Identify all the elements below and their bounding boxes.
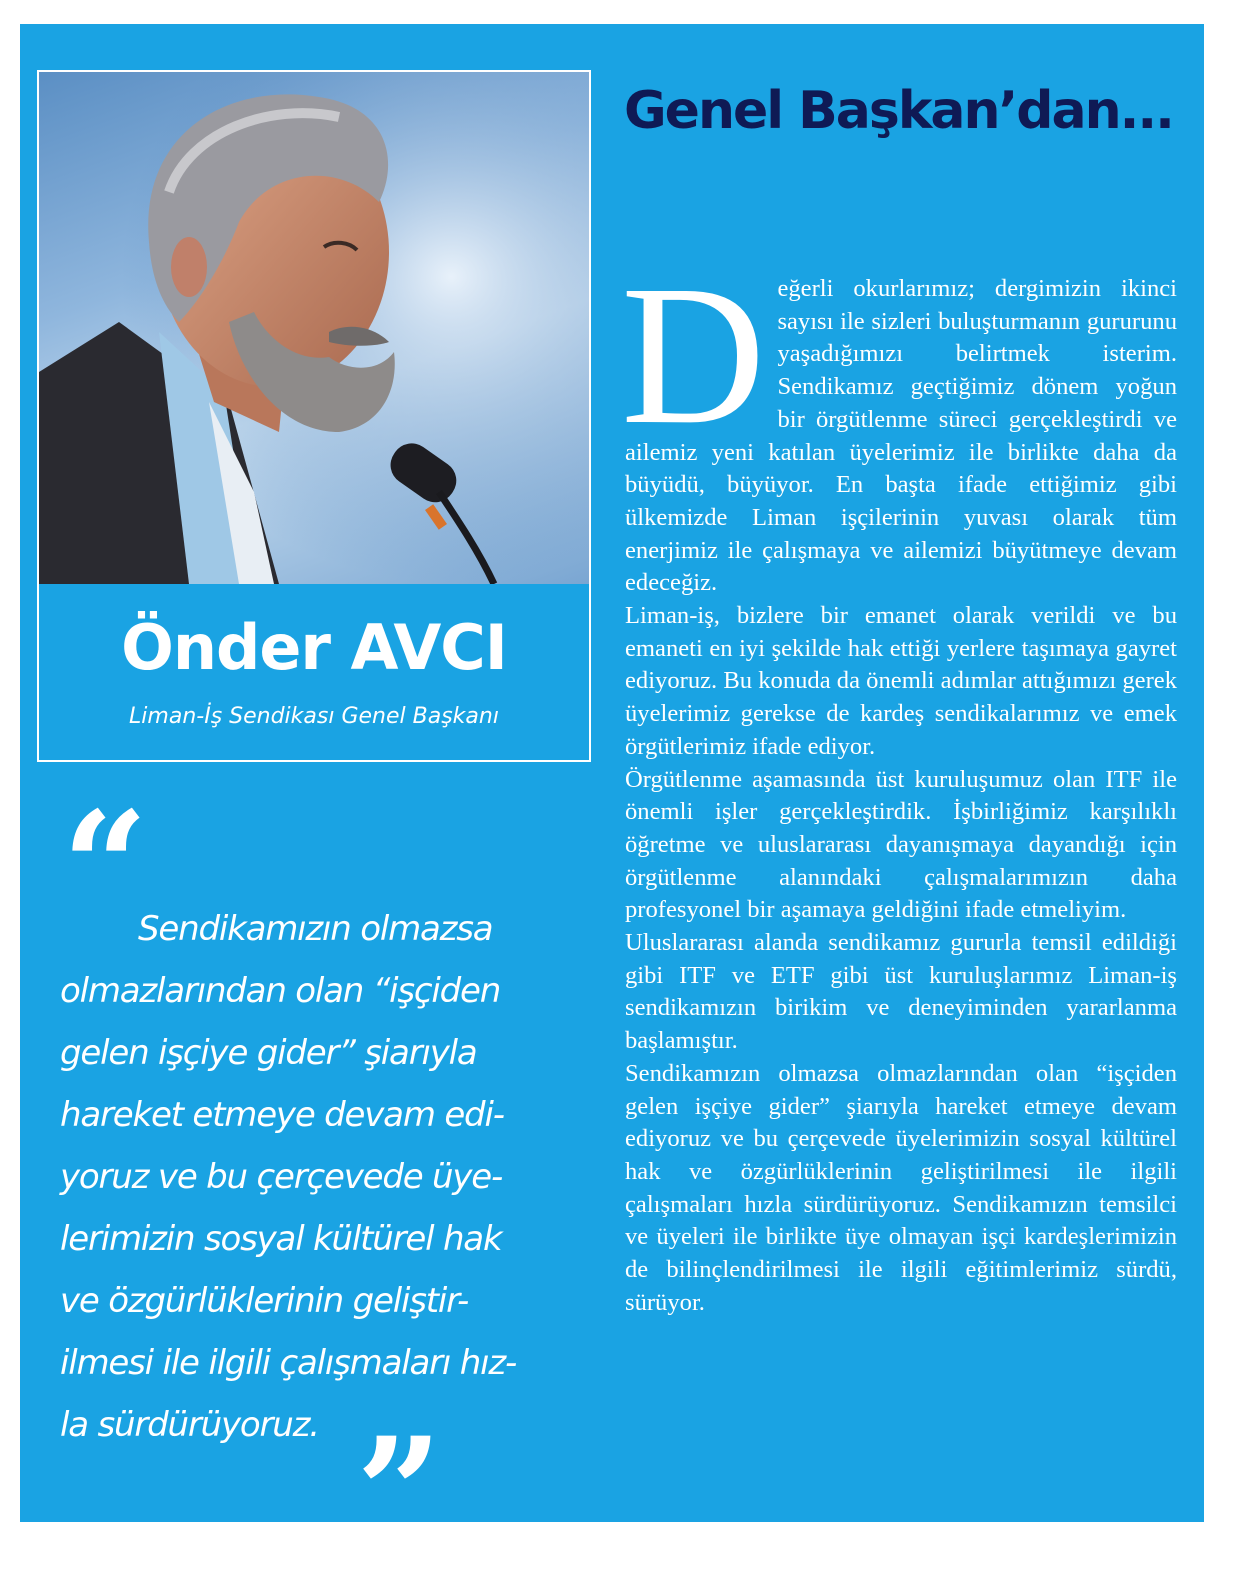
open-quote-icon: “	[62, 779, 149, 955]
pull-quote-line: hareket etmeye devam edi-	[60, 1095, 504, 1135]
close-quote-icon: ”	[356, 1405, 443, 1581]
article-paragraph: Uluslararası alanda sendikamız gururla temsil edildiği gibi ITF ve ETF gibi üst kuruluşlarımız Liman-iş sendikamızın birikim ve deneyiminden yararlanma başlamıştır.	[625, 929, 1177, 1055]
article-paragraph	[621, 245, 1177, 600]
article-body	[621, 245, 1177, 1320]
article-paragraph-text: eğerli okurlarımız; dergimizin ikinci sayısı ile sizleri buluşturmanın gururunu yaşadığımızı belirtmek isterim. Sendikamız geçtiğimiz dönem yoğun bir örgütlenme süreci gerçekleştirdi ve ailemiz yeni katılan üyelerimiz ile birlikte daha da büyüdü, büyüyor. En başta ifade ettiğimiz gibi ülkemizde Liman işçilerinin yuvası olarak tüm enerjimiz ile çalışmaya ve ailemizi büyütmeye devam edeceğiz.	[625, 275, 1177, 597]
person-role: Liman-İş Sendikası Genel Başkanı	[129, 704, 499, 729]
profile-card	[37, 70, 591, 762]
pull-quote-line: lerimizin sosyal kültürel hak	[60, 1219, 502, 1259]
pull-quote-line: la sürdürüyoruz.	[60, 1405, 319, 1445]
pull-quote-line: ve özgürlüklerinin geliştir-	[60, 1281, 469, 1321]
drop-cap: D	[621, 245, 766, 466]
pull-quote-line: Sendikamızın olmazsa	[138, 909, 493, 949]
pull-quote-line: gelen işçiye gider” şiarıyla	[60, 1033, 477, 1073]
portrait-speaker-microphone-icon	[39, 72, 589, 584]
pull-quote	[60, 898, 560, 1456]
pull-quote-line: ilmesi ile ilgili çalışmaları hız-	[60, 1343, 517, 1383]
article-paragraph: Liman-iş, bizlere bir emanet olarak verildi ve bu emaneti en iyi şekilde hak ettiği yerlere taşımaya gayret ediyoruz. Bu konuda da önemli adımlar attığımızı gerek üyelerimiz gerekse de kardeş sendikalarımız ve emek örgütlerimiz ifade ediyor.	[625, 602, 1177, 760]
page-title: Genel Başkan’dan...	[624, 81, 1173, 141]
pull-quote-line: olmazlarından olan “işçiden	[60, 971, 501, 1011]
person-name: Önder AVCI	[121, 611, 507, 684]
article-paragraph: Sendikamızın olmazsa olmazlarından olan “işçiden gelen işçiye gider” şiarıyla hareket etmeye devam ediyoruz ve bu çerçevede üyelerimizin sosyal kültürel hak ve özgürlüklerinin geliştirilmesi ile ilgili çalışmaları hızla sürdürüyoruz. Sendikamızın temsilci ve üyeleri ile birlikte üye olmayan işçi kardeşlerimizin de bilinçlendirilmesi ile ilgili eğitimlerimiz sürdü, sürüyor.	[625, 1059, 1177, 1316]
portrait-photo	[39, 72, 589, 584]
article-paragraph: Örgütlenme aşamasında üst kuruluşumuz olan ITF ile önemli işler gerçekleştirdik. İşbirliğimiz karşılıklı öğretme ve uluslararası dayanışmaya dayandığı için örgütlenme alanındaki çalışmalarımızın daha profesyonel bir aşamaya geldiğini ifade etmeliyim.	[625, 765, 1177, 924]
pull-quote-line: yoruz ve bu çerçevede üye-	[60, 1157, 503, 1197]
